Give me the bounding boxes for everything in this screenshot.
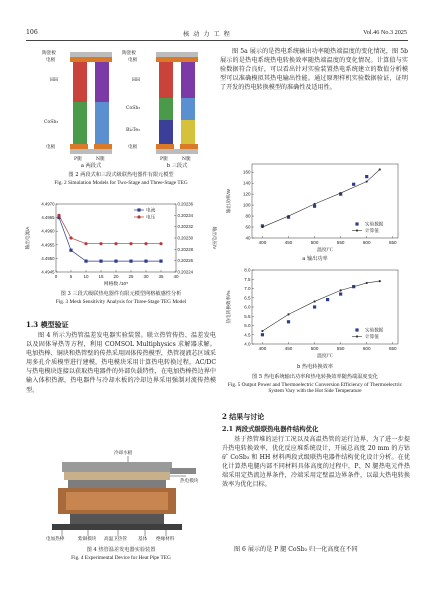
fig3-legend-marker-1 [137,215,140,218]
fig4-caption-cn: 图 4 热管温差发电器实验装置 [86,547,156,553]
fig3-y-right-axis-label: 输出电压/V [212,226,217,250]
fig5a-legend-label-1: 计算值 [365,228,379,234]
fig5b-series-0-point [339,292,342,295]
fig5a-y-tick-label: 60 [245,224,251,230]
fig3-series-0-point [129,260,132,263]
fig3-series-0-point [114,260,117,263]
fig4-device-photo [40,450,208,542]
fig3-series-1-point [144,242,147,245]
fig2a-label-electrode-top: 电极 [46,58,56,63]
fig5b-series-0-point [326,298,329,301]
fig2b-label-electrode-bottom: 电极 [128,145,138,150]
fig3-legend-label-1: 电压 [146,214,156,220]
fig5a-x-axis-label: 温度/℃ [317,248,333,253]
fig5b-y-axis-label: 热电转换效率/% [226,290,231,324]
fig5b-legend-marker-1 [356,335,358,337]
section-1-3-body: 图 4 所示为热管温差发电器实验装置。联立热管传热、温差发电以及固体导热等方程，利用 COMSOL Multiphysics 求解器求解。电加热棒、铜块和热管壁的传热采用固体传热模型，热管视液芯区域采用多孔介质模型进行建模，热电模块采用计算热电转换过程，AC/DC 与热电模块连接以获取热电器件的外部负载特性，在电加热棒热边界中输入体积热源，热电器件与冷却水板的冷却边界采用强制对流传热模型。 [26,332,216,394]
fig3-series-0-point [84,260,87,263]
fig5a-series-line-1 [262,169,379,227]
fig5b-x-tick-label: 400 [258,346,267,351]
fig5-intro-paragraph: 图 5a 展示的是热电系统输出功率随热端温度的变化情况，图 5b 展示的是热电系统热电转换效率随热端温度的变化情况。计算值与实验数据符合良好，可以看出针对实验装置热电系统建立的数值分析模型可以准确模拟其热电输出性能。通过原理样机实验数据验证，证明了开发的热电转换模型的准确性及适用性。 [220,48,408,92]
fig4-label-heater: 电加热棒 [46,537,65,542]
fig2a-diagram [40,48,118,168]
fig5b-x-tick-label: 500 [310,346,319,351]
fig4-label-heat-pipe: 高温卫热管 [104,537,127,542]
fig5a-y-tick-label: 80 [245,213,251,219]
fig5b-legend-marker-0 [355,328,358,331]
fig3-series-1-point [99,242,102,245]
fig3-x-tick-label: 40 [173,274,179,279]
fig2a-label-cosb3: CoSb₃ [44,120,59,125]
section-2-1-body: 基于热管堆的运行工况以及高温热管的运行边界，为了进一步提升热电转换效率，优化反应堆系统设计，开展总高度 20 mm 的方钴矿 CoSb₃ 和 HH 材料两段式级联热电器件结构优化设计分析。在优化计算热电腿内部不同材料具体高度的过程中，P、N 腿热电元件热端采用定热流边界条件，冷端采用定壁温边界条件，以最大热电转换效率为优化目标。 [222,436,410,489]
fig5a-x-tick-label: 500 [310,240,319,245]
fig5b-legend-label-1: 计算值 [365,334,379,340]
figure-2 [40,48,200,176]
fig5b-plot-frame [252,270,398,344]
fig2-caption-en: Fig. 2 Simulation Models for Two-Stage and Three-Stage TEG [54,180,188,186]
fig3-y-right-tick-label: 0.20234 [177,212,194,218]
fig2-caption-cn: 图 2 两段式和三段式级联热电器件有限元模型 [68,172,174,178]
fig2a-label-ceramic: 陶瓷板 [42,51,56,56]
fig5a-y-tick-label: 140 [242,180,251,186]
fig2a-label-hh: HH [50,78,59,83]
fig3-y-right-tick-label: 0.20224 [177,269,194,275]
fig5b-series-0-point [261,333,264,336]
fig5b-caption: b 热电转换效率 [296,364,334,370]
fig5a-series-1-point [313,203,315,205]
fig5a-series-1-point [379,168,381,170]
fig5a-y-tick-label: 100 [242,202,251,208]
section-2-1-body-2: 图 6 展示的是 P 腿 CoSb₃ 归一化高度在不同 [234,546,358,553]
header-rule [26,40,408,41]
fig5a-plot-frame [252,164,398,238]
fig5b-series-1-point [261,330,263,332]
fig5a-x-tick-label: 550 [336,240,345,245]
fig4-caption-en: Fig. 4 Experimental Device for Heat Pipe TEG [71,555,171,561]
fig4-label-substrate: 基体 [138,537,148,542]
fig3-y-left-tick-label: 4.4960 [41,228,55,234]
fig2a-caption: a 两段式 [80,163,102,169]
fig5b-series-line-1 [262,281,379,331]
fig3-x-tick-label: 0 [54,274,58,279]
fig5b-series-0-point [287,320,290,323]
fig3-x-tick-label: 15 [98,274,104,279]
fig3-y-right-tick-label: 0.20228 [177,246,194,252]
fig5b-y-tick-label: 7.5 [244,276,251,282]
fig3-series-1-point [114,242,117,245]
fig3-x-tick-label: 35 [158,274,164,279]
fig3-series-0-point [99,260,102,263]
fig3-y-left-axis-label: 输出电流/A [25,226,30,250]
fig2b-label-bi2te3: Bi₂Te₃ [126,128,140,133]
fig3-series-0-point [144,260,147,263]
figure-4 [40,450,208,542]
fig5a-legend-label-0: 实验数据 [365,221,384,227]
fig5b-y-tick-label: 5.0 [244,323,251,328]
fig3-y-right-tick-label: 0.20232 [177,224,194,230]
fig5b-series-1-point [313,300,315,302]
fig2a-label-electrode-bottom: 电极 [46,145,56,150]
fig3-series-1-point [84,242,87,245]
fig5b-x-tick-label: 650 [388,346,397,351]
fig5b-x-tick-label: 450 [284,346,293,351]
fig5b-y-tick-label: 7.0 [244,286,251,291]
section-1-3-title: 1.3 模型验证 [26,320,69,329]
fig3-y-left-tick-label: 4.4945 [41,269,55,275]
fig5a-series-1-point [340,192,342,194]
fig5b-legend-label-0: 实验数据 [365,327,384,333]
fig3-legend-label-0: 电流 [146,207,156,213]
fig5b-chart [222,264,408,364]
fig3-x-tick-label: 30 [143,274,149,279]
fig2b-label-electrode-top: 电极 [128,58,138,63]
fig5b-series-1-point [379,280,381,282]
fig5b-series-1-point [287,313,289,315]
fig2b-leg-n: N腿 [182,157,191,162]
section-2-title: 2 结果与讨论 [222,412,265,421]
fig3-y-left-tick-label: 4.4950 [41,255,55,261]
fig5a-series-1-point [261,226,263,228]
page-number: 106 [26,29,38,36]
fig2a-leg-n: N腿 [96,157,105,162]
fig2b-caption: b 三段式 [166,163,188,169]
fig3-y-left-tick-label: 4.4965 [41,215,55,221]
fig5a-series-0-point [352,183,355,186]
fig5a-y-axis-label: 输出功率/W [226,189,231,213]
fig3-y-right-tick-label: 0.20236 [177,201,194,207]
fig3-x-axis-label: 网格数 /10⁵ [103,282,129,287]
fig3-y-right-tick-label: 0.20226 [177,258,194,264]
fig5b-series-0-point [313,305,316,308]
fig5a-series-0-point [365,175,368,178]
fig5b-y-tick-label: 4.0 [244,341,251,347]
fig5a-series-1-point [366,180,368,182]
fig5a-x-tick-label: 600 [362,240,371,245]
fig3-series-0-point [159,260,162,263]
journal-title: 核 动 力 工 程 [183,31,231,38]
fig5b-y-tick-label: 5.5 [244,313,251,319]
fig2b-leg-p: P腿 [160,157,168,162]
fig2b-label-ceramic: 陶瓷板 [122,51,136,56]
fig5a-series-1-point [287,215,289,217]
fig3-x-tick-label: 25 [128,274,134,279]
fig5a-x-tick-label: 450 [284,240,293,245]
fig5b-series-1-point [340,289,342,291]
fig5-caption-en: Fig. 5 Output Power and Thermoelectric Conversion Efficiency of Thermoelectric System Vary with the Hot Side Temperature [227,382,403,395]
fig2a-leg-p: P腿 [74,157,82,162]
fig5b-y-tick-label: 4.5 [244,332,251,338]
fig5a-y-tick-label: 40 [245,235,251,241]
fig5b-x-axis-label: 温度/℃ [317,354,333,359]
fig4-label-insulation: 绝缘材料 [156,537,175,542]
fig4-label-cooling-plate: 冷却水板 [114,451,133,456]
fig5a-x-tick-label: 400 [258,240,267,245]
fig5b-y-tick-label: 6.5 [244,295,251,301]
fig3-y-right-tick-label: 0.20230 [177,235,194,241]
fig5a-x-tick-label: 650 [388,240,397,245]
fig5a-caption: a 输出功率 [302,256,328,262]
fig3-series-1-point [69,236,72,239]
fig5a-y-tick-label: 120 [242,191,251,197]
fig5b-y-tick-label: 8.0 [244,267,251,273]
fig3-chart [24,198,216,290]
fig3-series-1-point [159,242,162,245]
fig4-label-te-module: 热电模块 [180,479,199,484]
section-2-1-title: 2.1 两段式级联热电器件结构优化 [222,425,319,433]
fig5b-series-1-point [366,282,368,284]
fig3-series-1-point [129,242,132,245]
fig5b-y-tick-label: 6.0 [244,304,251,310]
fig3-series-1-point [57,214,60,217]
fig4-label-copper: 紫铜模块 [78,537,97,542]
fig3-series-0-point [69,249,72,252]
fig2b-label-hh: HH [132,78,141,83]
fig2b-label-cosb3: CoSb₃ [126,106,141,111]
fig3-caption-en: Fig. 3 Mesh Sensitivity Analysis for Three-Stage TEG Model [55,299,187,305]
fig3-x-tick-label: 10 [83,274,89,279]
fig5a-legend-marker-1 [356,229,358,231]
fig5b-x-tick-label: 550 [336,346,345,351]
fig5a-legend-marker-0 [355,222,358,225]
fig5a-y-tick-label: 160 [242,169,251,175]
fig3-y-left-tick-label: 4.4970 [41,201,55,207]
fig3-x-tick-label: 5 [69,274,73,279]
fig3-legend-marker-0 [137,208,140,211]
fig3-x-tick-label: 20 [113,274,119,279]
fig5-caption-cn: 图 5 热电系统输出功率和热电转换效率随热端温度变化 [252,374,378,380]
fig3-y-left-tick-label: 4.4955 [41,242,55,248]
fig5a-chart [222,158,408,256]
volume-info: Vol.46 No.3 2025 [363,29,407,36]
fig5b-x-tick-label: 600 [362,346,371,351]
fig3-caption-cn: 图 3 三段式级联热电器件有限元模型网格敏感性分析 [60,291,182,297]
